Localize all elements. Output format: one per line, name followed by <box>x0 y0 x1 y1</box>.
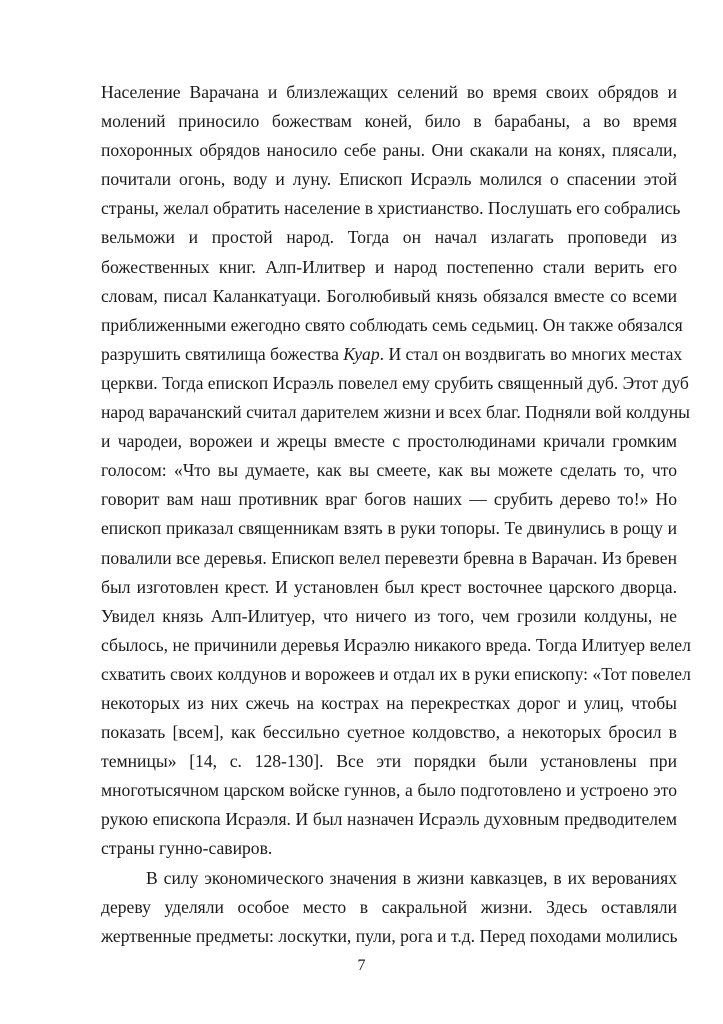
text-line: Население Варачана и близлежащих селений во время своих обрядов и <box>101 82 677 102</box>
text-line: дереву уделяли особое место в сакральной жизни. Здесь оставляли <box>101 896 677 917</box>
text-line: говорит вам наш противник враг богов наших — срубить дерево то!» Но <box>101 489 677 510</box>
text-line: некоторых из них сжечь на кострах на перекрестках дорог и улиц, чтобы <box>101 692 677 713</box>
body-text <box>101 78 691 951</box>
text-line <box>101 340 683 369</box>
text-line: страны гунно-савиров. <box>101 838 273 859</box>
text-line: приближенными ежегодно свято соблюдать семь седьмиц. Он также обязался <box>101 314 683 335</box>
text-line: показать [всем], как бессильно суетное колдовство, а некоторых бросил в <box>101 722 677 743</box>
text-line: схватить своих колдунов и ворожеев и отдал их в руки епископу: «Тот повелел <box>101 663 691 684</box>
text-line: божественных книг. Алп-Илитвер и народ постепенно стали верить его <box>101 256 677 277</box>
text-line: епископ приказал священникам взять в руки топоры. Те двинулись в рощу и <box>101 518 677 539</box>
text-line: страны, желал обратить население в христианство. Послушать его собрались <box>101 198 681 219</box>
text-line: Увидел князь Алп-Илитуер, что ничего из того, чем грозили колдуны, не <box>101 605 677 626</box>
text-line: темницы» [14, с. 128-130]. Все эти порядки были установлены при <box>101 751 677 772</box>
text-line: сбылось, не причинили деревья Исраэлю никакого вреда. Тогда Илитуер велел <box>101 634 691 655</box>
text-line: и чародеи, ворожеи и жрецы вместе с простолюдинами кричали громким <box>101 431 677 452</box>
text-line: многотысячном царском войске гуннов, а было подготовлено и устроено это <box>101 780 677 801</box>
text-line: вельможи и простой народ. Тогда он начал излагать проповеди из <box>101 227 677 248</box>
italic-term: Куар <box>343 343 380 364</box>
text-line: В силу экономического значения в жизни кавказцев, в их верованиях <box>146 867 677 888</box>
text-line: почитали огонь, воду и луну. Епископ Исраэль молился о спасении этой <box>101 169 677 190</box>
text-line: был изготовлен крест. И установлен был крест восточнее царского дворца. <box>101 576 677 597</box>
text-line: народ варачанский считал дарителем жизни и всех благ. Подняли вой колдуны <box>101 402 690 423</box>
text-segment: . И стал он воздвигать во многих местах <box>379 343 683 364</box>
text-line: рукою епископа Исраэля. И был назначен Исраэль духовным предводителем <box>101 809 677 830</box>
text-line: словам, писал Каланкатуаци. Боголюбивый князь обязался вместе со всеми <box>101 285 677 306</box>
text-line: похоронных обрядов наносило себе раны. Они скакали на конях, плясали, <box>101 140 677 161</box>
text-line: повалили все деревья. Епископ велел перевезти бревна в Варачан. Из бревен <box>101 547 677 568</box>
text-line: церкви. Тогда епископ Исраэль повелел ему срубить священный дуб. Этот дуб <box>101 372 689 393</box>
text-line: молений приносило божествам коней, било в барабаны, а во время <box>101 111 677 132</box>
text-line: жертвенные предметы: лоскутки, пули, рога и т.д. Перед походами молились <box>101 925 678 946</box>
page-number: 7 <box>357 957 366 974</box>
text-segment: разрушить святилища божества <box>101 343 344 364</box>
text-line: голосом: «Что вы думаете, как вы смеете, как вы можете сделать то, что <box>101 460 677 481</box>
